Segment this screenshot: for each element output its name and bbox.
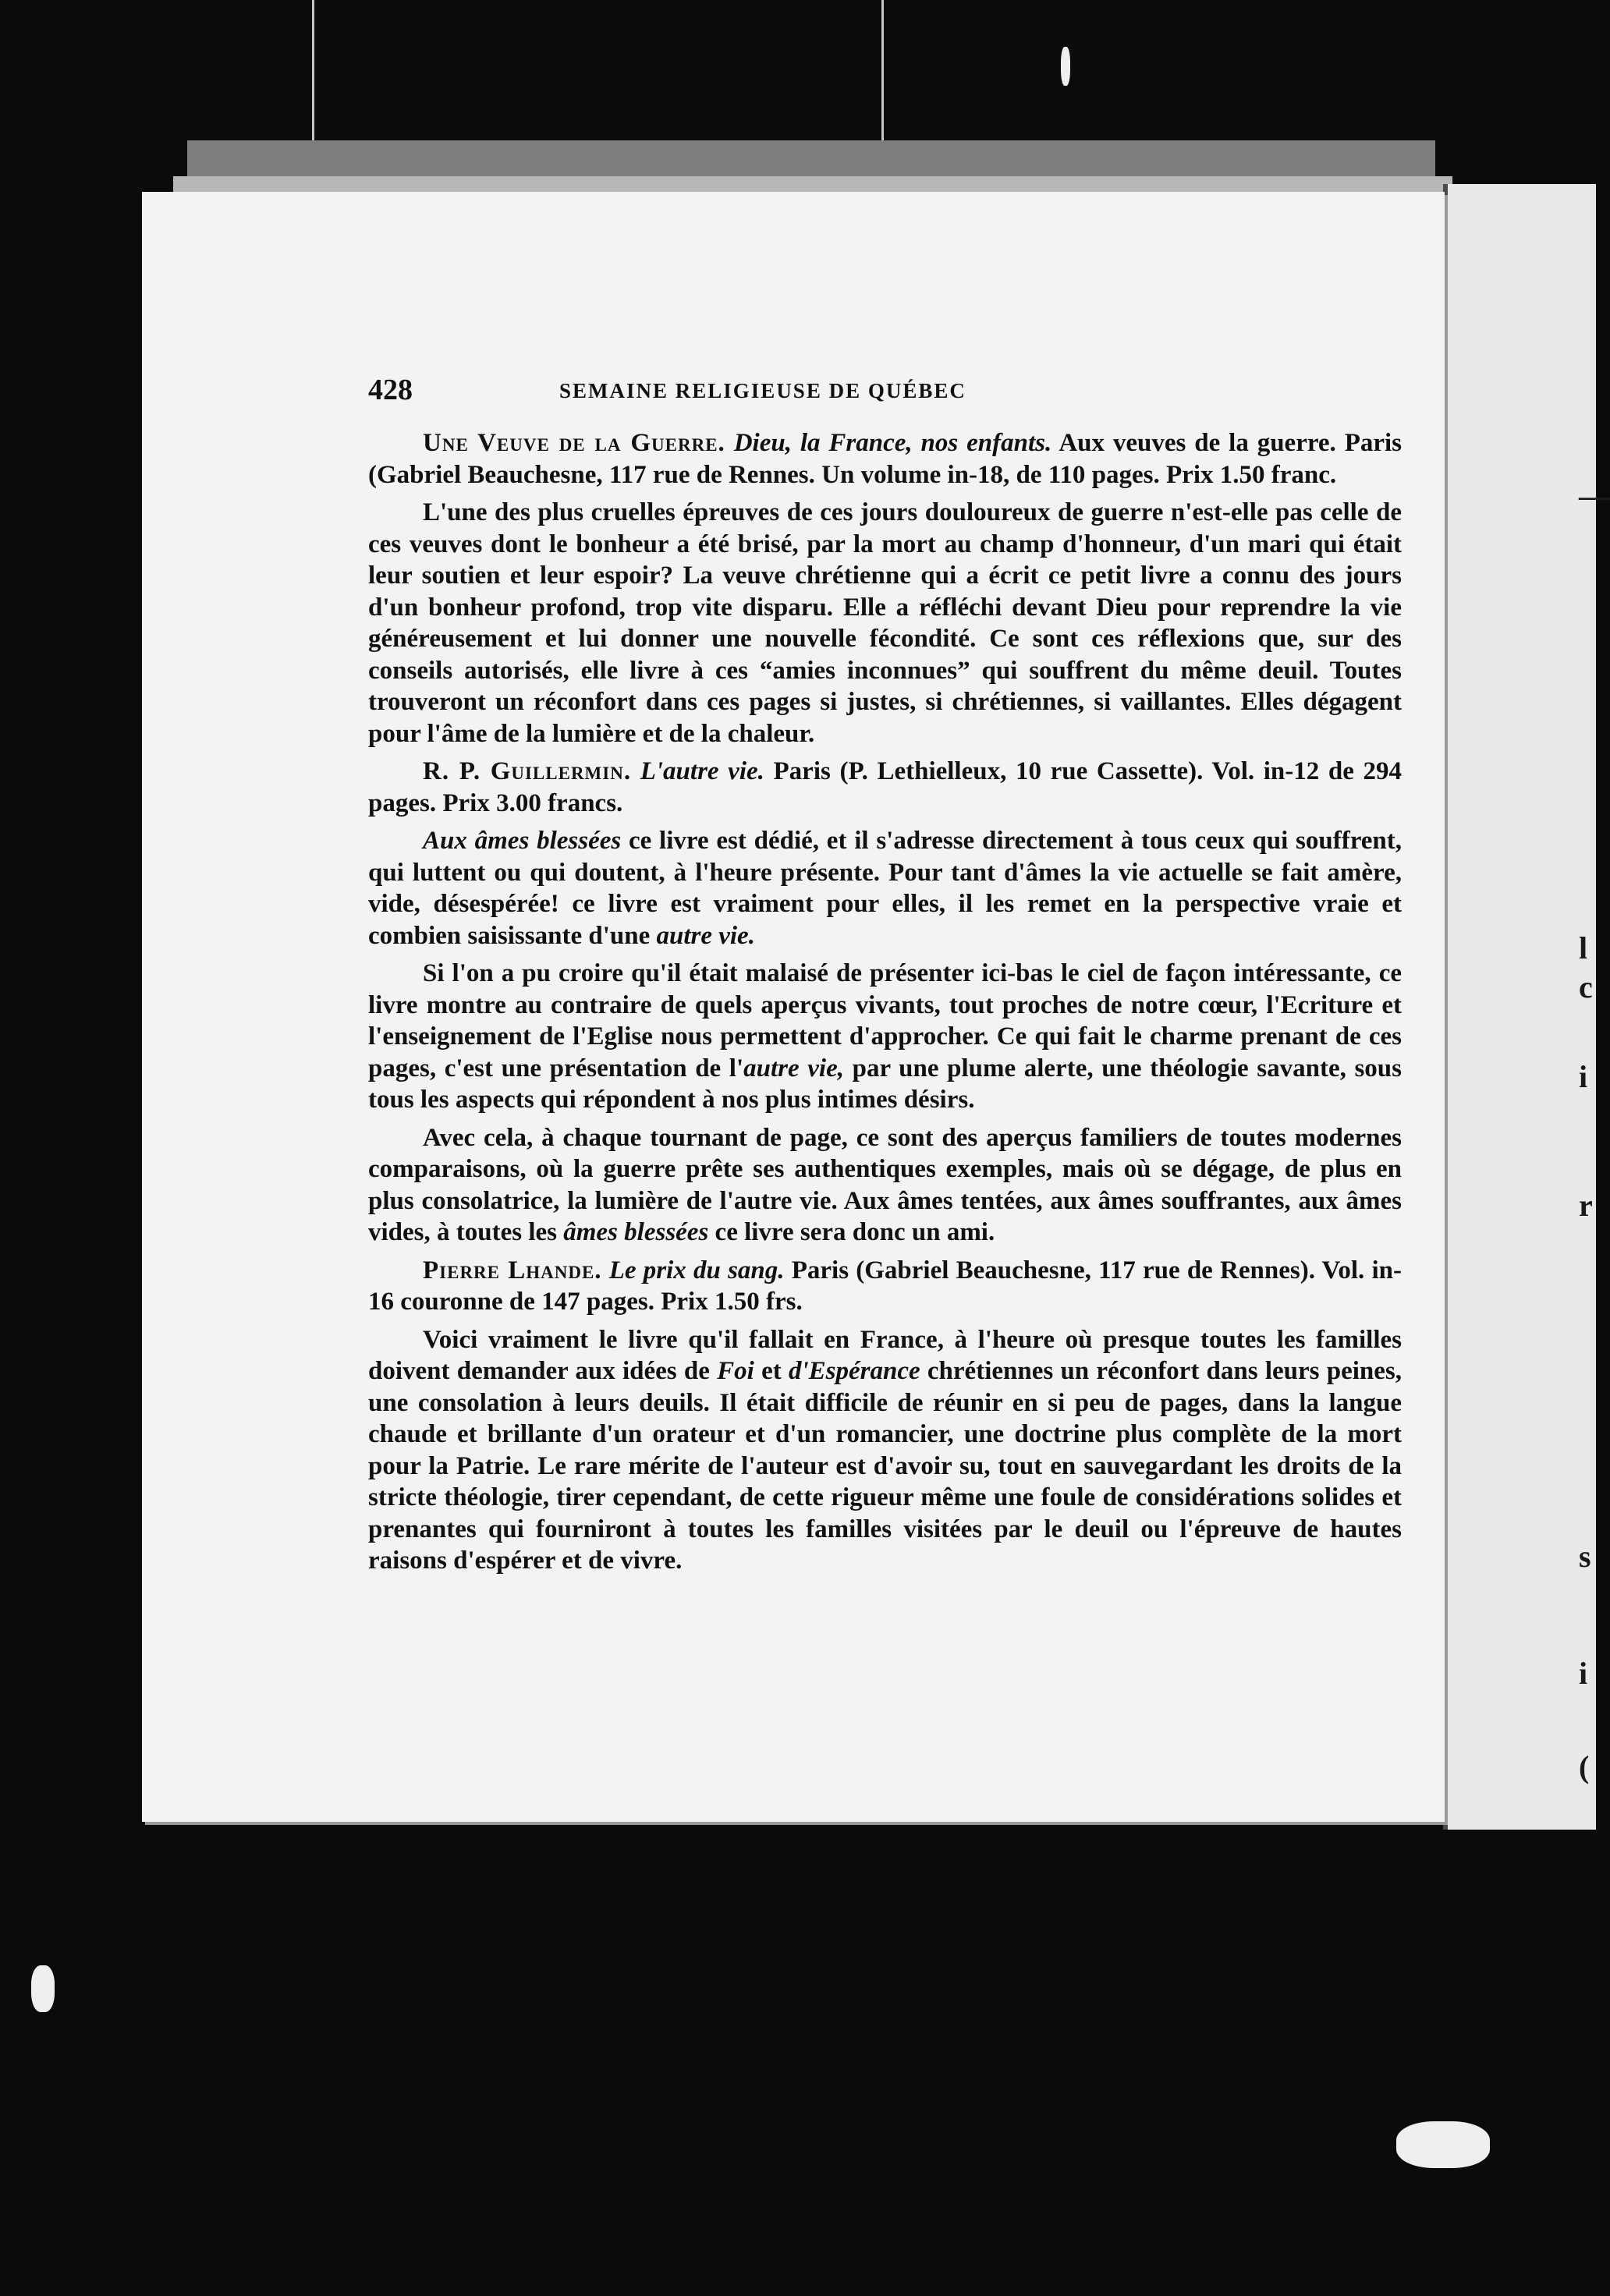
dust-speck	[1396, 2121, 1490, 2168]
citation-title: L'autre vie.	[640, 757, 764, 785]
paragraph-text: Si l'on a pu croire qu'il était malaisé de présenter ici-bas le ciel de façon intéressante, ce livre montre au contraire de quels aperçus vivants, tout proches de notre cœur, l'Ecriture et l'enseignement de l'Eglise nous permettent d'approcher. Ce qui fait le charme prenant de ces pages, c'est une présentation de l'	[368, 959, 1402, 1082]
facing-page: — l c i r s i (	[1443, 184, 1596, 1830]
citation-title: Le prix du sang.	[608, 1256, 785, 1284]
review-paragraph	[368, 1324, 1402, 1577]
italic-phrase: autre vie.	[656, 921, 755, 950]
review-paragraph: L'une des plus cruelles épreuves de ces jours douloureux de guerre n'est-elle pas celle de ces veuves dont le bonheur a été brisé, par la mort au champ d'honneur, d'un mari qui était leur soutien et leur espoir? La veuve chrétienne qui a écrit ce petit livre a connu des jours d'un bonheur profond, trop vite disparu. Elle a réfléchi devant Dieu pour reprendre la vie généreusement et lui donner une nouvelle fécondité. Ce sont ces réflexions que, sur des conseils autorisés, elle livre à ces “amies inconnues” qui souffrent du même deuil. Toutes trouveront un réconfort dans ces pages si justes, si chrétiennes, si vaillantes. Elles dégagent pour l'âme de la lumière et de la chaleur.	[368, 498, 1402, 748]
review-paragraph	[368, 1122, 1402, 1249]
citation-details: Paris (P. Lethielleux, 10 rue Cassette). Vol. in-12 de 294 pages. Prix 3.00 francs.	[368, 757, 1402, 817]
review-paragraph	[368, 958, 1402, 1116]
citation-author: R. P. Guillermin.	[423, 757, 632, 785]
italic-phrase: Foi	[717, 1357, 754, 1385]
citation-details: Aux veuves de la guerre. Paris (Gabriel Beauchesne, 117 rue de Rennes. Un volume in-18, de 110 pages. Prix 1.50 franc.	[368, 429, 1403, 489]
paragraph-text: ce livre est dédié, et il s'adresse directement à tous ceux qui souffrent, qui luttent ou qui doutent, à l'heure présente. Pour tant d'âmes la vie actuelle se fait amère, vide, désespérée! ce livre est vraiment pour elles, il les remet en la perspective vraie et combien saisissante d'une	[368, 827, 1402, 950]
paragraph-text: chrétiennes un réconfort dans leurs peines, une consolation à leurs deuils. Il était difficile de réunir en si peu de pages, dans la langue chaude et brillante d'un orateur et d'un romancier, une doctrine plus complète de la mort pour la Patrie. Le rare mérite de l'auteur est d'avoir su, tout en sauvegardant les droits de la stricte théologie, tirer cependant, de cette rigueur même une foule de considérations solides et prenantes qui fourniront à toutes les familles visitées par le deuil ou l'épreuve de hautes raisons d'espérer et de vivre.	[368, 1357, 1403, 1575]
film-scratch	[881, 0, 884, 140]
document-page	[142, 192, 1445, 1822]
italic-phrase: d'Espérance	[788, 1357, 920, 1385]
paragraph-text: Avec cela, à chaque tournant de page, ce sont des aperçus familiers de toutes modernes comparaisons, où la guerre prête ses authentiques exemples, mais où se dégage, de plus en plus consolatrice, la lumière de l'autre vie. Aux âmes tentées, aux âmes souffrantes, aux âmes vides, à toutes les	[368, 1123, 1402, 1246]
citation-entry-2	[368, 756, 1402, 819]
paragraph-text: par une plume alerte, une théologie savante, sous tous les aspects qui répondent à nos plus intimes désirs.	[368, 1054, 1402, 1114]
italic-phrase: autre vie,	[743, 1054, 844, 1082]
review-paragraph	[368, 825, 1402, 951]
citation-author: Une Veuve de la Guerre.	[423, 429, 725, 457]
italic-phrase: âmes blessées	[563, 1218, 709, 1246]
paragraph-text: Voici vraiment le livre qu'il fallait en France, à l'heure où presque toutes les familles doivent demander aux idées de	[368, 1325, 1402, 1385]
page-content	[368, 373, 1402, 1577]
running-title: SEMAINE RELIGIEUSE DE QUÉBEC	[559, 379, 966, 402]
italic-phrase: Aux âmes blessées	[423, 827, 622, 855]
running-head	[368, 373, 1402, 427]
citation-entry-1	[368, 427, 1402, 491]
citation-details: Paris (Gabriel Beauchesne, 117 rue de Rennes). Vol. in-16 couronne de 147 pages. Prix 1.50 frs.	[368, 1256, 1402, 1316]
citation-entry-3	[368, 1255, 1402, 1318]
film-scratch	[312, 0, 314, 148]
dust-speck	[31, 1965, 55, 2012]
paragraph-text: et	[761, 1357, 782, 1385]
dust-speck	[1061, 47, 1070, 86]
citation-title: Dieu, la France, nos enfants.	[733, 429, 1052, 457]
citation-author: Pierre Lhande.	[423, 1256, 602, 1284]
page-number: 428	[368, 374, 413, 406]
paragraph-text: ce livre sera donc un ami.	[715, 1218, 995, 1246]
